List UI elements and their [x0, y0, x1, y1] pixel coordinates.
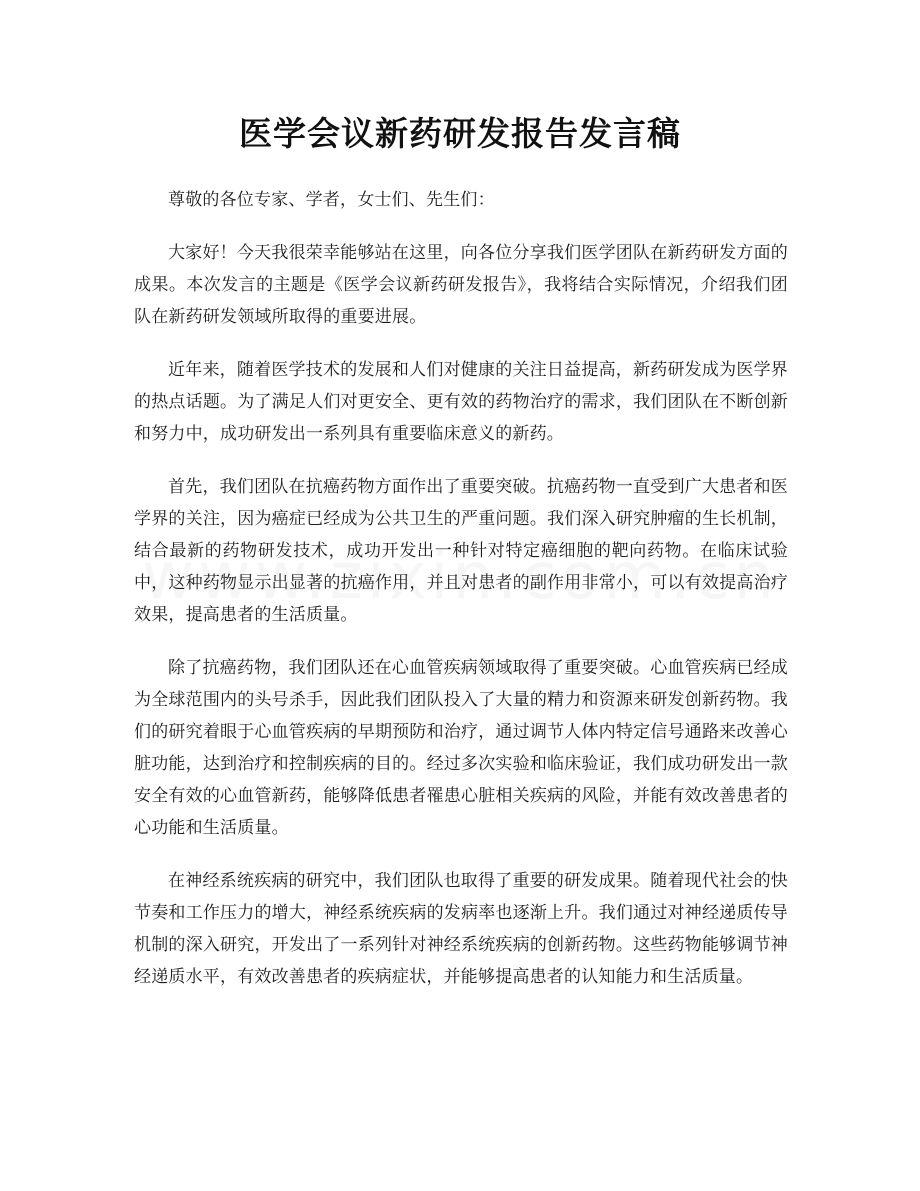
document-body	[134, 184, 788, 1014]
paragraph-salutation: 尊敬的各位专家、学者，女士们、先生们：	[168, 190, 495, 210]
page-title: 医学会议新药研发报告发言稿	[239, 114, 681, 153]
paragraph-neurological: 在神经系统疾病的研究中，我们团队也取得了重要的研发成果。随着现代社会的快节奏和工作压力的增大，神经系统疾病的发病率也逐渐上升。我们通过对神经递质传导机制的深入研究，开发出了一系列针对神经系统疾病的创新药物。这些药物能够调节神经递质水平，有效改善患者的疾病症状，并能够提高患者的认知能力和生活质量。	[134, 871, 788, 987]
paragraph-anticancer: 首先，我们团队在抗癌药物方面作出了重要突破。抗癌药物一直受到广大患者和医学界的关注，因为癌症已经成为公共卫生的严重问题。我们深入研究肿瘤的生长机制，结合最新的药物研发技术，成功开发出一种针对特定癌细胞的靶向药物。在临床试验中，这种药物显示出显著的抗癌作用，并且对患者的副作用非常小，可以有效提高治疗效果，提高患者的生活质量。	[134, 477, 788, 625]
paragraph-intro: 大家好！今天我很荣幸能够站在这里，向各位分享我们医学团队在新药研发方面的成果。本次发言的主题是《医学会议新药研发报告》，我将结合实际情况，介绍我们团队在新药研发领域所取得的重要进展。	[134, 243, 788, 327]
paragraph-background: 近年来，随着医学技术的发展和人们对健康的关注日益提高，新药研发成为医学界的热点话题。为了满足人们对更安全、更有效的药物治疗的需求，我们团队在不断创新和努力中，成功研发出一系列具有重要临床意义的新药。	[134, 360, 788, 444]
paragraph-cardiovascular: 除了抗癌药物，我们团队还在心血管疾病领域取得了重要突破。心血管疾病已经成为全球范围内的头号杀手，因此我们团队投入了大量的精力和资源来研发创新药物。我们的研究着眼于心血管疾病的早期预防和治疗，通过调节人体内特定信号通路来改善心脏功能，达到治疗和控制疾病的目的。经过多次实验和临床验证，我们成功研发出一款安全有效的心血管新药，能够降低患者罹患心脏相关疾病的风险，并能有效改善患者的心功能和生活质量。	[134, 658, 788, 838]
